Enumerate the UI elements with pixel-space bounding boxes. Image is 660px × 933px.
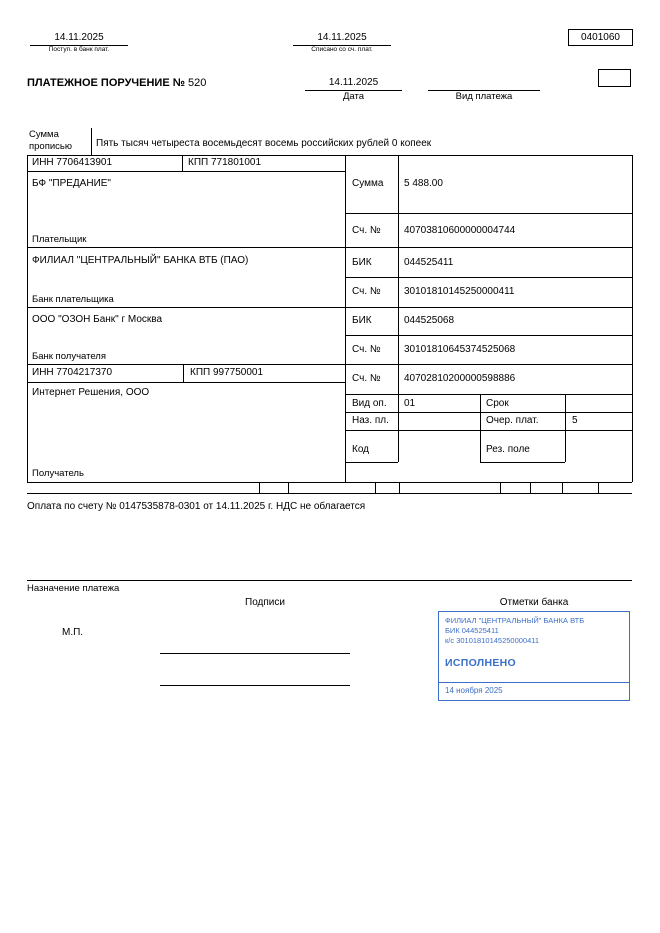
- grid-line: [27, 155, 28, 482]
- payer-account-value: 40703810600000004744: [404, 225, 516, 236]
- grid-line: [480, 394, 481, 462]
- grid-line: [27, 493, 632, 494]
- payee-kpp: КПП 997750001: [190, 367, 264, 378]
- payee-inn: ИНН 7704217370: [32, 367, 113, 378]
- stamp-bik: БИК 044525411: [445, 626, 499, 635]
- payee-bank-bik-value: 044525068: [404, 315, 455, 326]
- purpose-caption: Назначение платежа: [27, 583, 120, 594]
- field-strip-tick: [399, 482, 400, 493]
- payer-bank-bik-label: БИК: [352, 257, 372, 268]
- grid-line: [27, 382, 345, 383]
- document-date-caption: Дата: [342, 91, 365, 102]
- payee-caption: Получатель: [32, 468, 84, 479]
- bank-stamp: [438, 611, 630, 701]
- payer-bank-caption: Банк плательщика: [32, 294, 114, 305]
- date-received-caption: Поступ. в банк плат.: [48, 46, 110, 53]
- payer-inn: ИНН 7706413901: [32, 157, 113, 168]
- payee-bank-bik-label: БИК: [352, 315, 372, 326]
- payee-bank-name: ООО "ОЗОН Банк" г Москва: [32, 314, 163, 325]
- date-received-block: [30, 31, 128, 54]
- grid-line: [345, 213, 632, 214]
- payer-bank-name: ФИЛИАЛ "ЦЕНТРАЛЬНЫЙ" БАНКА ВТБ (ПАО): [32, 255, 249, 266]
- grid-line: [565, 394, 566, 462]
- grid-line: [345, 412, 632, 413]
- grid-line: [345, 335, 632, 336]
- amount-words-caption: Сумма прописью: [29, 129, 72, 152]
- document-date-value: 14.11.2025: [305, 76, 402, 91]
- grid-line: [27, 364, 632, 365]
- grid-line: [398, 155, 399, 462]
- grid-line: [345, 394, 632, 395]
- signatures-caption: Подписи: [245, 597, 285, 608]
- purpose-code-label: Наз. пл.: [352, 415, 389, 426]
- grid-line: [27, 247, 632, 248]
- term-label: Срок: [486, 398, 509, 409]
- document-title: [27, 77, 206, 89]
- priority-value: 5: [572, 415, 578, 426]
- payee-account-label: Сч. №: [352, 373, 381, 384]
- payer-kpp: КПП 771801001: [188, 157, 262, 168]
- date-debited-caption: Списано со сч. плат.: [311, 46, 373, 53]
- payer-name: БФ "ПРЕДАНИЕ": [32, 178, 111, 189]
- payee-name: Интернет Решения, ООО: [32, 387, 150, 398]
- bank-marks-caption: Отметки банка: [499, 597, 569, 608]
- purpose-text: Оплата по счету № 0147535878-0301 от 14.11.2025 г. НДС не облагается: [27, 501, 366, 512]
- grid-line: [345, 462, 398, 463]
- payer-bank-account-label: Сч. №: [352, 286, 381, 297]
- code-label: Код: [352, 444, 370, 455]
- payee-bank-account-value: 30101810645374525068: [404, 344, 516, 355]
- field-strip-tick: [562, 482, 563, 493]
- stamp-corr-account: к/с 30101810145250000411: [445, 636, 540, 645]
- payer-caption: Плательщик: [32, 234, 87, 245]
- document-date-block: [305, 76, 402, 103]
- grid-line: [91, 128, 92, 155]
- priority-label: Очер. плат.: [486, 415, 539, 426]
- grid-line: [27, 307, 632, 308]
- sum-value: 5 488.00: [404, 178, 443, 189]
- mp-label: М.П.: [62, 627, 84, 638]
- grid-line: [345, 155, 346, 482]
- grid-line: [183, 364, 184, 382]
- payee-bank-account-label: Сч. №: [352, 344, 381, 355]
- payee-account-value: 40702810200000598886: [404, 373, 516, 384]
- op-type-label: Вид оп.: [352, 398, 387, 409]
- grid-line: [27, 482, 632, 483]
- field-strip-tick: [288, 482, 289, 493]
- grid-line: [182, 155, 183, 171]
- payee-bank-caption: Банк получателя: [32, 351, 106, 362]
- grid-line: [27, 155, 632, 156]
- payment-type-caption: Вид платежа: [455, 91, 513, 102]
- amount-words-text: Пять тысяч четыреста восемьдесят восемь российских рублей 0 копеек: [96, 138, 432, 149]
- stamp-status: ИСПОЛНЕНО: [445, 657, 516, 669]
- grid-line: [480, 462, 565, 463]
- grid-line: [632, 155, 633, 482]
- payer-account-label: Сч. №: [352, 225, 381, 236]
- date-debited-value: 14.11.2025: [293, 31, 391, 46]
- sum-label: Сумма: [352, 178, 384, 189]
- reserve-label: Рез. поле: [486, 444, 530, 455]
- field-strip-tick: [530, 482, 531, 493]
- stamp-divider-line: [439, 682, 629, 683]
- field-strip-tick: [500, 482, 501, 493]
- field-strip-tick: [598, 482, 599, 493]
- signature-line: [160, 685, 350, 686]
- stamp-bank-name: ФИЛИАЛ "ЦЕНТРАЛЬНЫЙ" БАНКА ВТБ: [445, 616, 585, 625]
- document-number: 520: [188, 77, 207, 89]
- payer-bank-account-value: 30101810145250000411: [404, 286, 515, 297]
- grid-line: [27, 171, 345, 172]
- op-type-value: 01: [404, 398, 416, 409]
- signature-line: [160, 653, 350, 654]
- form-code-box: 0401060: [568, 29, 633, 46]
- document-title-label: ПЛАТЕЖНОЕ ПОРУЧЕНИЕ №: [27, 77, 185, 89]
- grid-line: [345, 277, 632, 278]
- payment-type-block: [428, 76, 540, 103]
- payer-bank-bik-value: 044525411: [404, 257, 454, 268]
- payment-type-empty-line: [428, 76, 540, 91]
- date-received-value: 14.11.2025: [30, 31, 128, 46]
- grid-line: [345, 430, 632, 431]
- payment-type-code-box: [598, 69, 631, 87]
- field-strip-tick: [375, 482, 376, 493]
- date-debited-block: [293, 31, 391, 54]
- purpose-underline: [27, 580, 632, 581]
- field-strip-tick: [259, 482, 260, 493]
- stamp-date: 14 ноября 2025: [445, 686, 503, 695]
